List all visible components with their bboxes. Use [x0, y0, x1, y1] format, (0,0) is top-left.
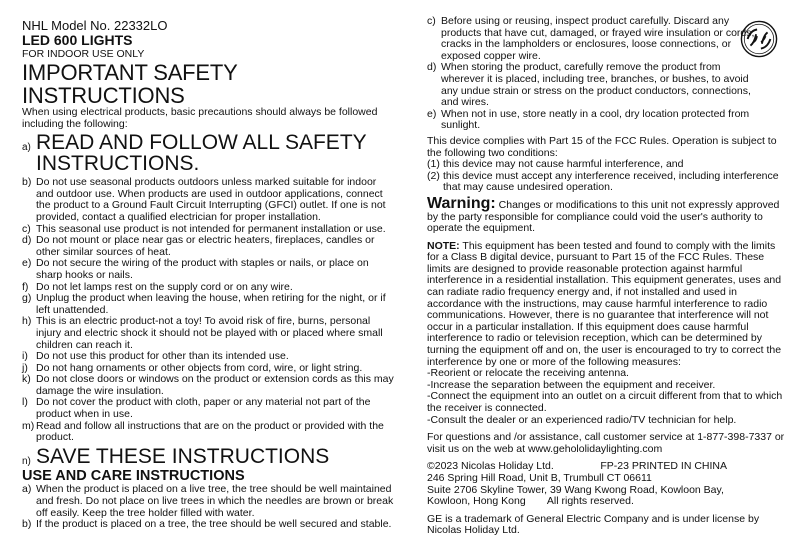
- list-item: [427, 171, 789, 194]
- list-item-text: Do not let lamps rest on the supply cord or on any wire.: [36, 280, 293, 293]
- list-item-key: j): [22, 361, 28, 374]
- list-item-key: b): [22, 518, 32, 531]
- care-items-continued: [427, 16, 762, 132]
- list-item-key: h): [22, 315, 32, 328]
- list-item-text: This is an electric product-not a toy! To avoid risk of fire, burns, personal injury and electric shock it should not be played with or placed where small children can reach it.: [36, 315, 383, 351]
- list-item: [22, 316, 394, 351]
- fcc-conditions: [427, 159, 789, 194]
- list-item-key: e): [22, 257, 32, 270]
- note-block: [427, 241, 789, 369]
- note-label: NOTE:: [427, 239, 460, 252]
- item-n: [22, 446, 394, 468]
- measure-item: -Consult the dealer or an experienced radio/TV technician for help.: [427, 413, 737, 426]
- list-item-key: m): [22, 419, 35, 432]
- list-item-key: i): [22, 350, 28, 363]
- list-item: [22, 293, 394, 316]
- care-heading: USE AND CARE INSTRUCTIONS: [22, 468, 245, 485]
- item-a: [22, 132, 394, 174]
- list-item-text: When the product is placed on a live tree, the tree should be well maintained and fresh. Do not place on live trees in which the needles are brown or break off easily. Keep the tree holder filled with water.: [36, 483, 394, 519]
- list-item-text: Do not cover the product with cloth, paper or any material not part of the product when in use.: [36, 396, 371, 421]
- list-item-text: Read and follow all instructions that are on the product or provided with the product.: [36, 419, 384, 444]
- measure-item: -Connect the equipment into an outlet on a circuit different from that to which the receiver is connected.: [427, 390, 783, 414]
- warning-text: Changes or modifications to this unit not expressly approved by the party responsible for compliance could void the user's authority to operate the equipment.: [427, 198, 780, 235]
- list-item-key: d): [22, 234, 32, 247]
- item-n-key: n): [22, 455, 31, 467]
- ge-logo-icon: [740, 20, 778, 58]
- list-item-key: g): [22, 292, 32, 305]
- safety-heading: IMPORTANT SAFETY INSTRUCTIONS: [22, 60, 238, 108]
- measures-list: [427, 368, 789, 426]
- address-city: Kowloon, Hong Kong: [427, 495, 526, 508]
- list-item-key: k): [22, 373, 31, 386]
- list-item-text: Do not use this product for other than its intended use.: [36, 350, 289, 363]
- list-item-key: c): [427, 15, 436, 27]
- list-item-key: (1): [427, 158, 440, 171]
- list-item: [22, 351, 394, 363]
- list-item: [22, 421, 394, 444]
- list-item-text: If the product is placed on a tree, the tree should be well secured and stable.: [36, 518, 392, 531]
- address-line-2: Suite 2706 Skyline Tower, 39 Wang Kwong Road, Kowloon Bay,: [427, 483, 724, 496]
- address-line-1: 246 Spring Hill Road, Unit B, Trumbull CT 06611: [427, 471, 652, 484]
- list-item-text: Unplug the product when leaving the house, when retiring for the night, or if left unattended.: [36, 292, 386, 316]
- list-item-text: When storing the product, carefully remove the product from wherever it is placed, including tree, branches, or bushes, to avoid any undue strain or stress on the product conductors, connections, and wires.: [441, 61, 751, 109]
- list-item-text: this device must accept any interference received, including interference that may cause undesired operation.: [443, 169, 779, 194]
- product-name: LED 600 LIGHTS: [22, 32, 133, 48]
- list-item-key: l): [22, 396, 28, 409]
- list-item-key: c): [22, 222, 31, 235]
- list-item: [427, 159, 789, 171]
- list-item-text: Do not hang ornaments or other objects from cord, wire, or light string.: [36, 361, 363, 374]
- list-item: [22, 258, 394, 281]
- list-item: [22, 177, 394, 223]
- measure-item: -Reorient or relocate the receiving antenna.: [427, 367, 629, 380]
- right-column: [427, 16, 789, 537]
- list-item: [22, 397, 394, 420]
- list-item-key: e): [427, 107, 437, 120]
- safety-items: [22, 177, 394, 444]
- warning-block: [427, 194, 789, 235]
- list-item-text: Do not secure the wiring of the product with staples or nails, or place on sharp hooks or nails.: [36, 257, 369, 281]
- contact-text: For questions and /or assistance, call customer service at 1-877-398-7337 or visit us on the web at www.gehololidaylighting.com: [427, 431, 785, 455]
- list-item: [427, 62, 762, 108]
- rights-reserved: All rights reserved.: [546, 495, 634, 508]
- trademark-text: GE is a trademark of General Electric Company and is under license by Nicolas Holiday Ltd.: [427, 512, 760, 537]
- list-item-key: (2): [427, 169, 440, 182]
- indoor-notice: FOR INDOOR USE ONLY: [22, 48, 145, 60]
- care-items: [22, 484, 394, 530]
- list-item-text: When not in use, store neatly in a cool, dry location protected from sunlight.: [441, 107, 750, 132]
- list-item-text: Do not close doors or windows on the product or extension cords as this may damage the wire insulation.: [36, 373, 394, 397]
- list-item: [22, 235, 394, 258]
- list-item-key: b): [22, 176, 32, 189]
- item-a-text: READ AND FOLLOW ALL SAFETY INSTRUCTIONS.: [36, 131, 367, 176]
- print-code: FP-23 PRINTED IN CHINA: [600, 460, 727, 473]
- left-column: [22, 0, 394, 531]
- list-item-key: a): [22, 483, 32, 496]
- list-item: [427, 109, 762, 132]
- address-line-3: [427, 496, 789, 508]
- list-item: [22, 374, 394, 397]
- list-item-key: f): [22, 280, 29, 293]
- intro-text: When using electrical products, basic precautions should always be followed including the following:: [22, 106, 378, 130]
- list-item-text: This seasonal use product is not intended for permanent installation or use.: [36, 222, 386, 235]
- measure-item: -Increase the separation between the equipment and receiver.: [427, 378, 716, 391]
- list-item: [22, 519, 394, 531]
- model-number: NHL Model No. 22332LO: [22, 18, 168, 33]
- copyright: ©2023 Nicolas Holiday Ltd.: [427, 460, 554, 473]
- item-a-key: a): [22, 142, 31, 154]
- list-item-text: this device may not cause harmful interference, and: [443, 158, 684, 171]
- list-item: [427, 16, 762, 62]
- list-item-key: d): [427, 61, 437, 74]
- list-item: [22, 484, 394, 519]
- item-n-text: SAVE THESE INSTRUCTIONS: [36, 444, 330, 468]
- fcc-intro: This device complies with Part 15 of the FCC Rules. Operation is subject to the following two conditions:: [427, 134, 777, 159]
- list-item-text: Do not mount or place near gas or electric heaters, fireplaces, candles or other similar sources of heat.: [36, 234, 375, 258]
- note-text: This equipment has been tested and found to comply with the limits for a Class B digital device, pursuant to Part 15 of the FCC Rules. These limits are designed to provide reasonable protection against harmful interference in a residential installation. This equipment generates, uses and can radiate radio frequency energy and, if not installed and used in accordance with the instructions, may cause harmful interference to radio communications. However, there is no guarantee that interference will not occur in a particular installation. If this equipment does cause harmful interference to radio or television reception, which can be determined by turning the equipment off and on, the user is encouraged to try to correct the interference by one or more of the following measures:: [427, 239, 782, 368]
- list-item-text: Before using or reusing, inspect product carefully. Discard any products that have cut, damaged, or frayed wire insulation or cords, cracks in the lampholders or enclosures, loose connections, or exposed copper wire.: [441, 15, 755, 62]
- warning-label: Warning:: [427, 194, 496, 212]
- list-item-text: Do not use seasonal products outdoors unless marked suitable for indoor and outdoor use. When products are used in outdoor applications, connect the product to a Ground Fault Circuit Interrupting (GFCI) outlet. If one is not provided, contact a qualified electrician for proper installation.: [36, 176, 386, 223]
